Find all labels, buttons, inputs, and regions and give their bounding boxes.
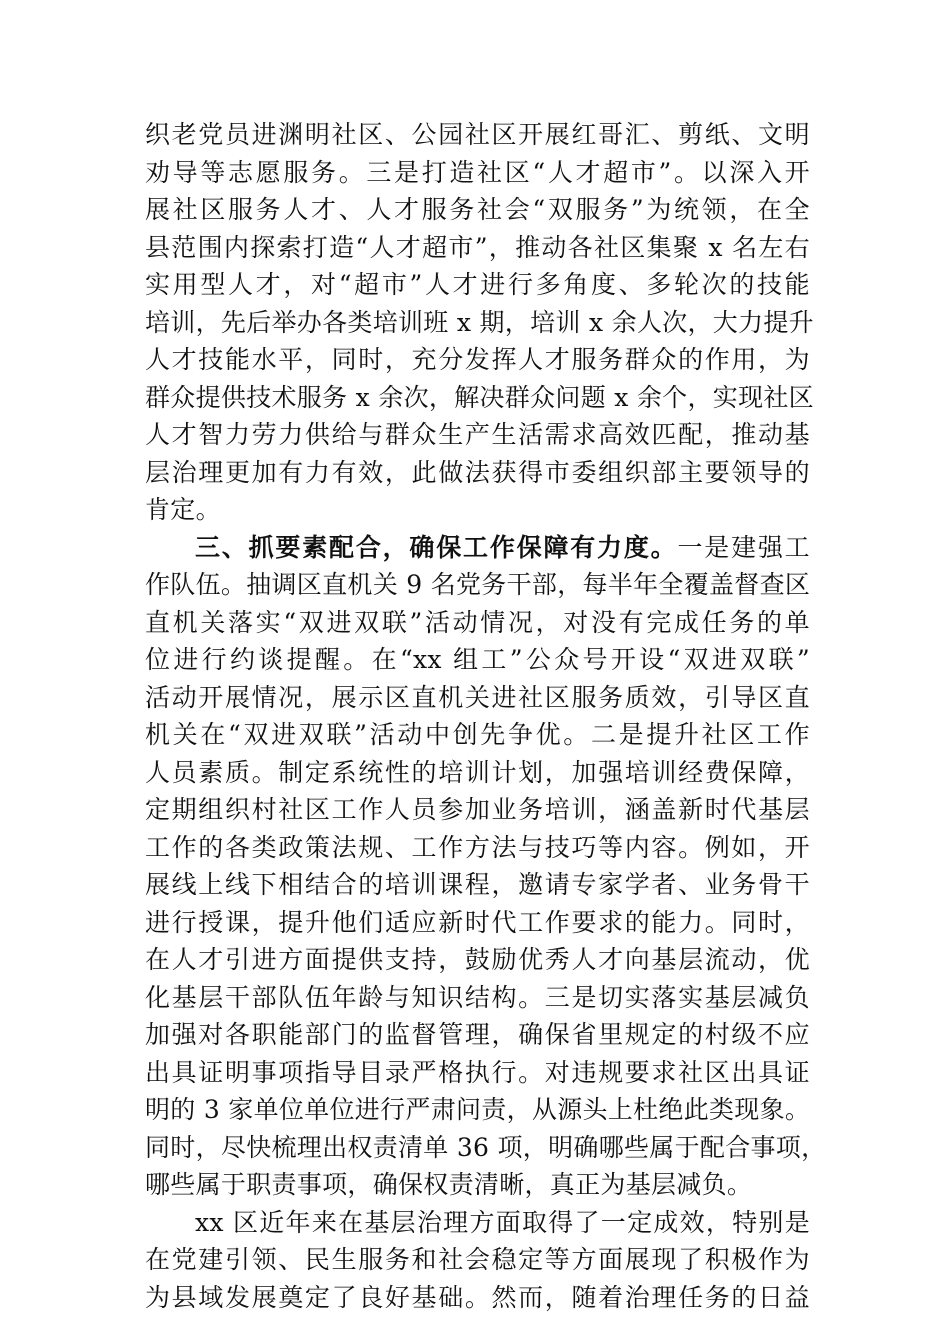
text-line: 哪些属于职责事项，确保权责清晰，真正为基层减负。 bbox=[145, 1170, 753, 1199]
text-line: 人才智力劳力供给与群众生产生活需求高效匹配，推动基 bbox=[145, 420, 810, 449]
text-line: 在人才引进方面提供支持，鼓励优秀人才向基层流动，优 bbox=[145, 945, 810, 974]
text-line: 为县域发展奠定了良好基础。然而，随着治理任务的日益 bbox=[145, 1282, 810, 1312]
text-line: 劝导等志愿服务。三是打造社区“人才超市”。以深入开 bbox=[145, 157, 810, 187]
text-line: 织老党员进渊明社区、公园社区开展红哥汇、剪纸、文明 bbox=[145, 120, 810, 149]
text-line: 县范围内探索打造“人才超市”，推动各社区集聚 x 名左右 bbox=[145, 232, 810, 262]
text-line: 加强对各职能部门的监督管理，确保省里规定的村级不应 bbox=[145, 1020, 810, 1049]
text-line: 明的 3 家单位单位进行严肃问责，从源头上杜绝此类现象。 bbox=[145, 1095, 811, 1124]
text-line: 肯定。 bbox=[145, 495, 221, 524]
text-line: 化基层干部队伍年龄与知识结构。三是切实落实基层减负 bbox=[145, 982, 810, 1012]
text-line: 人员素质。制定系统性的培训计划，加强培训经费保障， bbox=[145, 757, 810, 787]
text-line: 直机关落实“双进双联”活动情况，对没有完成任务的单 bbox=[145, 607, 810, 637]
section-heading: 三、抓要素配合，确保工作保障有力度。 bbox=[195, 532, 678, 562]
text-line: 活动开展情况，展示区直机关进社区服务质效，引导区直 bbox=[145, 682, 810, 712]
text-line: 位进行约谈提醒。在“xx 组工”公众号开设“双进双联” bbox=[145, 645, 810, 674]
document-body bbox=[145, 116, 827, 1316]
text-line: 展线上线下相结合的培训课程，邀请专家学者、业务骨干 bbox=[145, 870, 810, 899]
text-line: 在党建引领、民生服务和社会稳定等方面展现了积极作为 bbox=[145, 1245, 810, 1274]
text-fragment: 一是建强工 bbox=[677, 532, 810, 562]
text-line: 出具证明事项指导目录严格执行。对违规要求社区出具证 bbox=[145, 1057, 810, 1087]
text-line: 层治理更加有力有效，此做法获得市委组织部主要领导的 bbox=[145, 457, 810, 487]
text-line: 进行授课，提升他们适应新时代工作要求的能力。同时， bbox=[145, 907, 810, 937]
text-line: 展社区服务人才、人才服务社会“双服务”为统领，在全 bbox=[145, 195, 810, 224]
text-line: 群众提供技术服务 x 余次，解决群众问题 x 余个，实现社区 bbox=[145, 382, 814, 412]
text-line: 定期组织村社区工作人员参加业务培训，涵盖新时代基层 bbox=[145, 795, 810, 824]
text-line: xx 区近年来在基层治理方面取得了一定成效，特别是 bbox=[195, 1207, 810, 1237]
text-line: 作队伍。抽调区直机关 9 名党务干部，每半年全覆盖督查区 bbox=[145, 570, 811, 599]
text-line: 实用型人才，对“超市”人才进行多角度、多轮次的技能 bbox=[145, 270, 810, 299]
text-line: 人才技能水平，同时，充分发挥人才服务群众的作用，为 bbox=[145, 345, 810, 374]
text-line: 同时，尽快梳理出权责清单 36 项，明确哪些属于配合事项， bbox=[145, 1132, 827, 1162]
section-heading-line bbox=[145, 529, 810, 567]
text-line: 工作的各类政策法规、工作方法与技巧等内容。例如，开 bbox=[145, 832, 810, 862]
text-line: 机关在“双进双联”活动中创先争优。二是提升社区工作 bbox=[145, 720, 810, 749]
text-line: 培训，先后举办各类培训班 x 期，培训 x 余人次，大力提升 bbox=[145, 307, 814, 337]
